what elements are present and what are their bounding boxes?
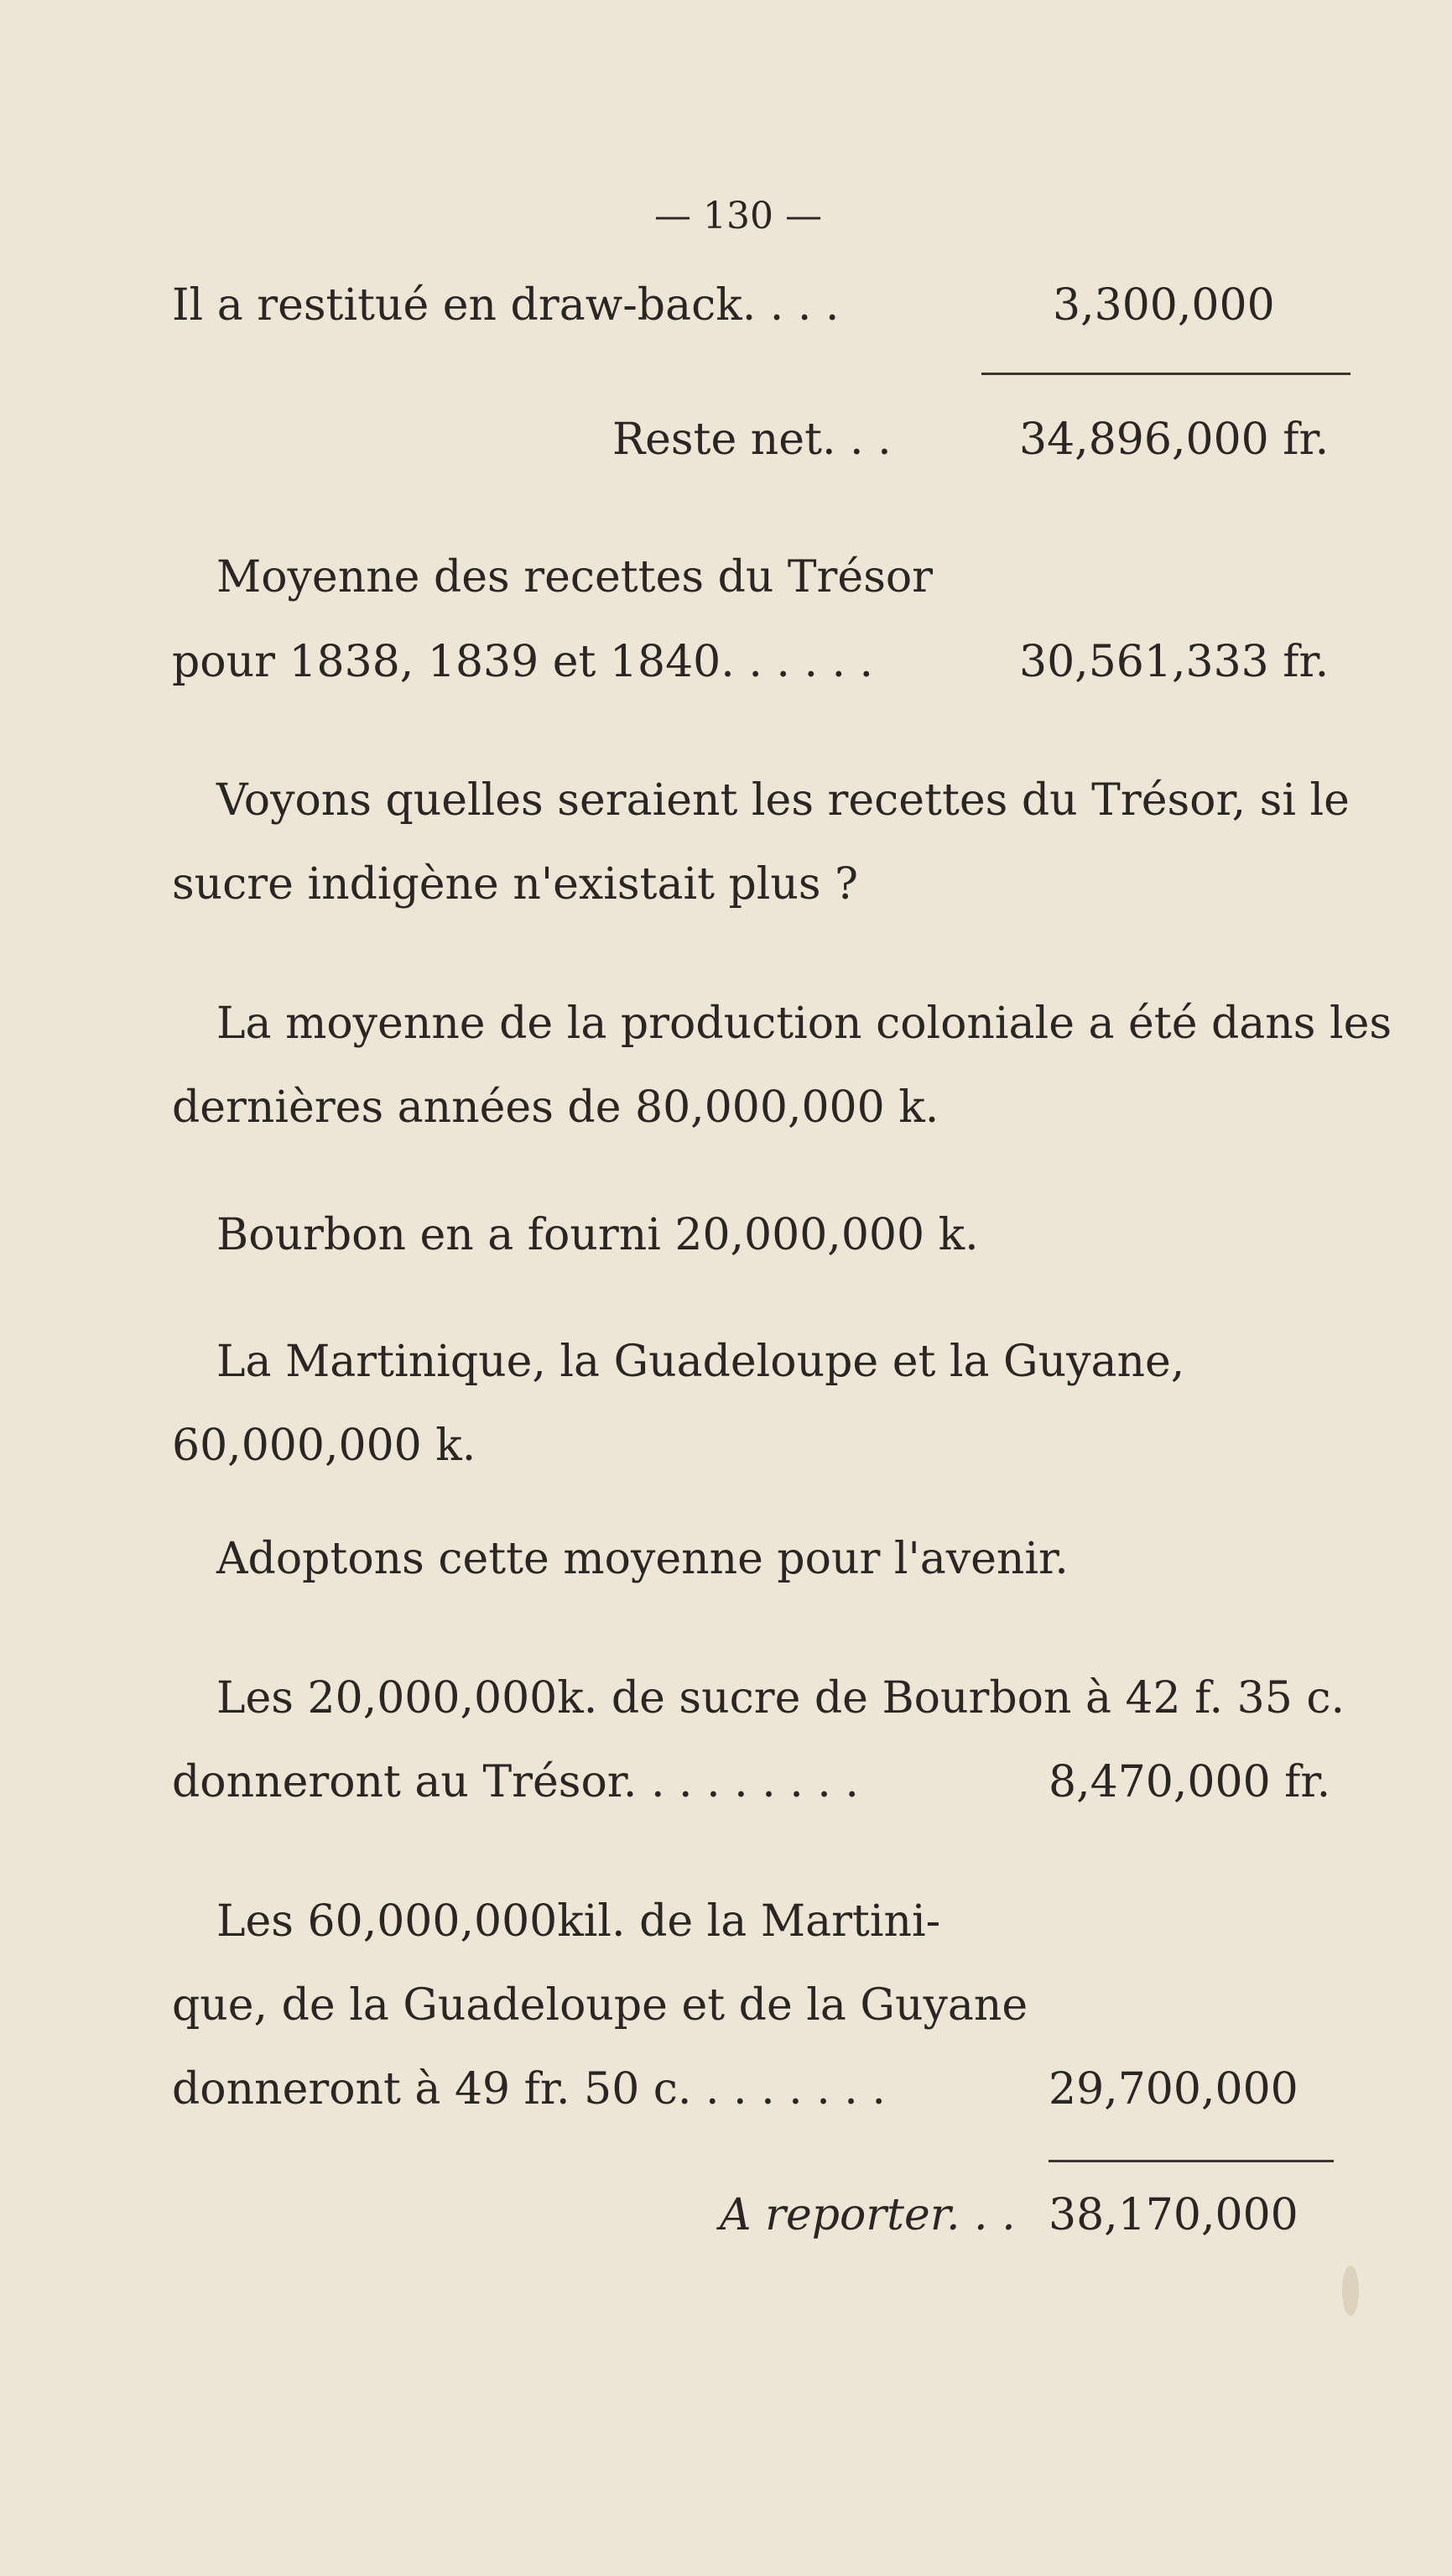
bourbon-sugar-line-1: Les 20,000,000k. de sucre de Bourbon à 42 f. 35 c. — [216, 1673, 1345, 1723]
colonial-sugar-line-3-label: donneront à 49 fr. 50 c. . . . . . . . — [172, 2064, 886, 2115]
question-text: Voyons quelles seraient les recettes du Trésor, si le — [216, 775, 1350, 826]
martinique-line-2: 60,000,000 k. — [172, 1421, 476, 1471]
drawback-amount: 3,300,000 — [1053, 280, 1275, 331]
bourbon-sugar-line-2-label: donneront au Trésor. . . . . . . . . — [172, 1757, 859, 1807]
question-line-1 — [216, 775, 1355, 826]
adoptons-line: Adoptons cette moyenne pour l'avenir. — [216, 1534, 1069, 1584]
page-number: — 130 — — [654, 195, 822, 237]
report-amount: 38,170,000 — [1049, 2190, 1298, 2240]
moyenne-line-2-label: pour 1838, 1839 et 1840. . . . . . — [172, 637, 874, 687]
bourbon-line: Bourbon en a fourni 20,000,000 k. — [216, 1210, 979, 1260]
martinique-line-1: La Martinique, la Guadeloupe et la Guyane, — [216, 1337, 1185, 1387]
sum-rule-1 — [981, 373, 1351, 375]
reste-net-amount: 34,896,000 fr. — [1019, 415, 1330, 465]
drawback-label: Il a restitué en draw-back. . . . — [172, 280, 840, 331]
colonial-sugar-line-2: que, de la Guadeloupe et de la Guyane — [172, 1980, 1028, 2031]
paper-stain — [1342, 2266, 1359, 2316]
report-label: A reporter. . . — [720, 2190, 1016, 2240]
moyenne-line-1: Moyenne des recettes du Trésor — [216, 552, 934, 602]
colonial-sugar-line-1: Les 60,000,000kil. de la Martini- — [216, 1896, 941, 1947]
production-line-1: La moyenne de la production coloniale a été dans les — [216, 999, 1392, 1049]
sum-rule-2 — [1049, 2160, 1334, 2162]
colonial-sugar-line-3-amount: 29,700,000 — [1049, 2064, 1298, 2115]
bourbon-sugar-line-2-amount: 8,470,000 fr. — [1049, 1757, 1331, 1807]
reste-net-label: Reste net. . . — [612, 415, 892, 465]
production-line-2: dernières années de 80,000,000 k. — [172, 1082, 939, 1133]
question-line-2: sucre indigène n'existait plus ? — [172, 859, 859, 910]
moyenne-line-2-amount: 30,561,333 fr. — [1019, 637, 1330, 687]
